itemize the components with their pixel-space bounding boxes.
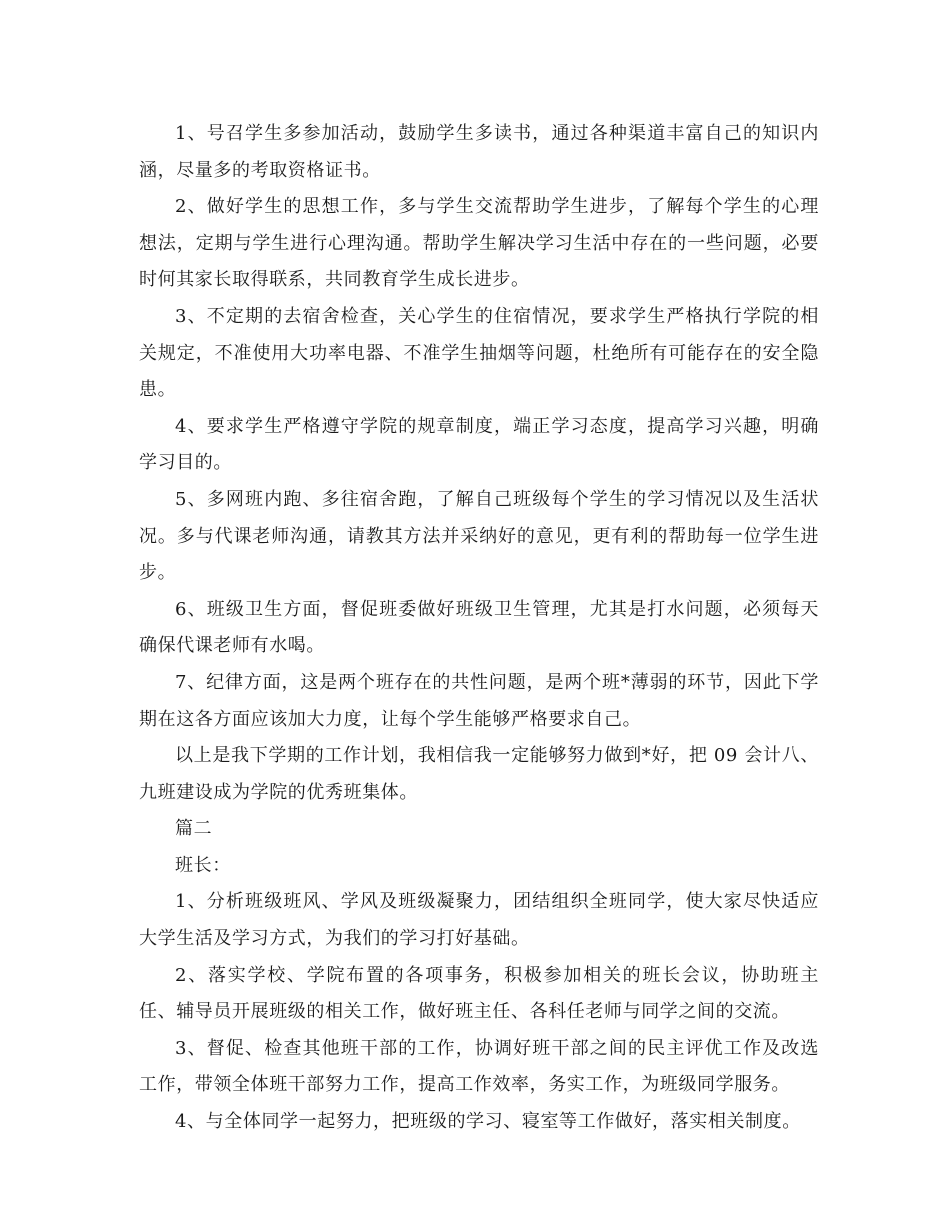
monitor-duty-1: 1、分析班级班风、学风及班级凝聚力，团结组织全班同学，使大家尽快适应大学生活及学习方式，为我们的学习打好基础。 <box>139 891 819 950</box>
paragraph-5: 5、多网班内跑、多往宿舍跑，了解自己班级每个学生的学习情况以及生活状况。多与代课老师沟通，请教其方法并采纳好的意见，更有利的帮助每一位学生进步。 <box>139 488 819 584</box>
paragraph-3: 3、不定期的去宿舍检查，关心学生的住宿情况，要求学生严格执行学院的相关规定，不准使用大功率电器、不准学生抽烟等问题，杜绝所有可能存在的安全隐患。 <box>139 305 819 401</box>
paragraph-7: 7、纪律方面，这是两个班存在的共性问题，是两个班*薄弱的环节，因此下学期在这各方面应该加大力度，让每个学生能够严格要求自己。 <box>139 671 819 730</box>
monitor-duty-4: 4、与全体同学一起努力，把班级的学习、寝室等工作做好，落实相关制度。 <box>175 1111 801 1133</box>
role-heading: 班长： <box>175 854 231 876</box>
paragraph-2: 2、做好学生的思想工作，多与学生交流帮助学生进步，了解每个学生的心理想法，定期与学生进行心理沟通。帮助学生解决学习生活中存在的一些问题，必要时何其家长取得联系，共同教育学生成长进步。 <box>139 196 819 291</box>
monitor-duty-3: 3、督促、检查其他班干部的工作，协调好班干部之间的民主评优工作及改选工作，带领全体班干部努力工作，提高工作效率，务实工作，为班级同学服务。 <box>139 1037 819 1096</box>
document-body <box>139 116 819 1141</box>
paragraph-6: 6、班级卫生方面，督促班委做好班级卫生管理，尤其是打水问题，必须每天确保代课老师有水喝。 <box>139 598 819 657</box>
paragraph-conclusion: 以上是我下学期的工作计划，我相信我一定能够努力做到*好，把 09 会计八、九班建设成为学院的优秀班集体。 <box>139 745 819 803</box>
section-heading: 篇二 <box>175 818 213 840</box>
monitor-duty-2: 2、落实学校、学院布置的各项事务，积极参加相关的班长会议，协助班主任、辅导员开展班级的相关工作，做好班主任、各科任老师与同学之间的交流。 <box>139 964 819 1023</box>
paragraph-1: 1、号召学生多参加活动，鼓励学生多读书，通过各种渠道丰富自己的知识内涵，尽量多的考取资格证书。 <box>139 123 819 181</box>
paragraph-4: 4、要求学生严格遵守学院的规章制度，端正学习态度，提高学习兴趣，明确学习目的。 <box>139 415 819 474</box>
